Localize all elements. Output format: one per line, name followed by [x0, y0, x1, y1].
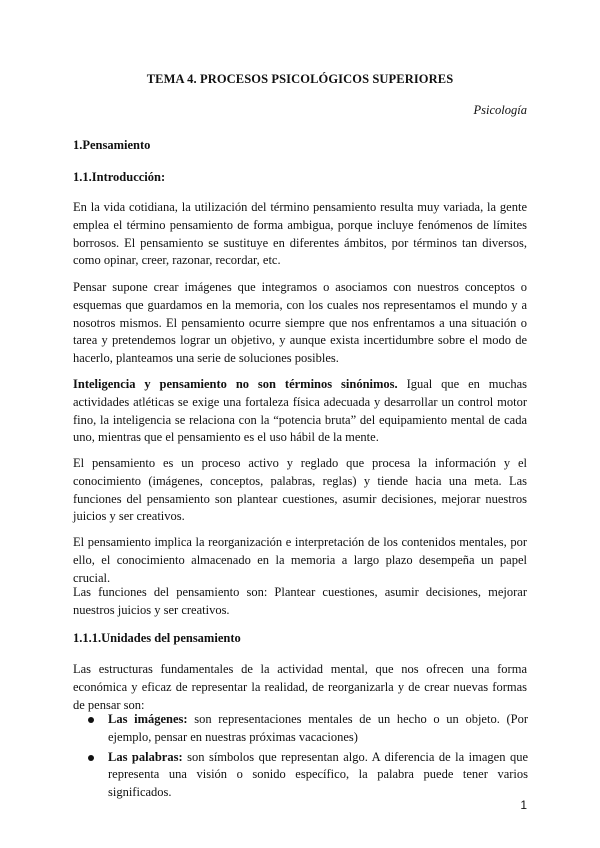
bold-lead: Inteligencia y pensamiento no son términos sinónimos.	[73, 377, 398, 391]
bullet-text: son representaciones mentales de un hecho o un objeto. (Por ejemplo, pensar en nuestras próximas vacaciones)	[108, 712, 528, 744]
paragraph-2: Pensar supone crear imágenes que integramos o asociamos con nuestros conceptos o esquemas que guardamos en la memoria, con los cuales nos representamos el mundo y a nosotros mismos. El pensamiento ocurre siempre que nos enfrentamos a una situación o tarea y pretendemos lograr un objetivo, y aunque exista incertidumbre sobre el modo de hacerlo, planteamos una serie de soluciones posibles.	[73, 280, 527, 366]
bullet-term: Las palabras:	[108, 749, 183, 764]
bullet-icon	[88, 755, 94, 761]
section-heading-1: 1.Pensamiento	[73, 138, 151, 152]
subject-label: Psicología	[473, 103, 527, 117]
paragraph-3-text: Igual que en muchas actividades atléticas se exige una fortaleza física adecuada y desarrollar un control motor fino, la inteligencia se relaciona con la “potencia bruta” del equipamiento mental de cada uno, mientras que el pensamiento es el uso hábil de la mente.	[73, 377, 527, 445]
paragraph-6: Las funciones del pensamiento son: Plantear cuestiones, asumir decisiones, mejorar nuestros juicios y ser creativos.	[73, 585, 527, 617]
paragraph-3	[73, 376, 527, 447]
paragraph-5: El pensamiento implica la reorganización e interpretación de los contenidos mentales, por ello, el conocimiento almacenado en la memoria a largo plazo desempeña un papel crucial.	[73, 535, 527, 585]
page-number: 1	[520, 798, 527, 812]
paragraph-4: El pensamiento es un proceso activo y reglado que procesa la información y el conocimiento (imágenes, conceptos, palabras, reglas) y tiende hacia una meta. Las funciones del pensamiento son plantear cuestiones, asumir decisiones, mejorar nuestros juicios y ser creativos.	[73, 456, 527, 524]
bullet-list	[88, 711, 528, 804]
section-heading-1-1: 1.1.Introducción:	[73, 170, 166, 184]
document-title: TEMA 4. PROCESOS PSICOLÓGICOS SUPERIORES	[146, 72, 454, 86]
bullet-text: son símbolos que representan algo. A diferencia de la imagen que representa una visión o sonido específico, la palabra puede tener varios significados.	[108, 749, 528, 800]
paragraph-1: En la vida cotidiana, la utilización del término pensamiento resulta muy variada, la gente emplea el término pensamiento de forma ambigua, porque incluye fenómenos de límites borrosos. El pensamiento se sustituye en diferentes ámbitos, por términos tan diversos, como opinar, creer, razonar, recordar, etc.	[73, 200, 527, 268]
paragraph-7: Las estructuras fundamentales de la actividad mental, que nos ofrecen una forma económica y eficaz de representar la realidad, de reorganizarla y de crear nuevas formas de pensar son:	[73, 662, 527, 712]
bullet-icon	[88, 717, 94, 723]
bullet-term: Las imágenes:	[108, 712, 188, 726]
section-heading-1-1-1: 1.1.1.Unidades del pensamiento	[73, 631, 241, 645]
list-item	[88, 711, 528, 747]
list-item	[88, 749, 528, 802]
